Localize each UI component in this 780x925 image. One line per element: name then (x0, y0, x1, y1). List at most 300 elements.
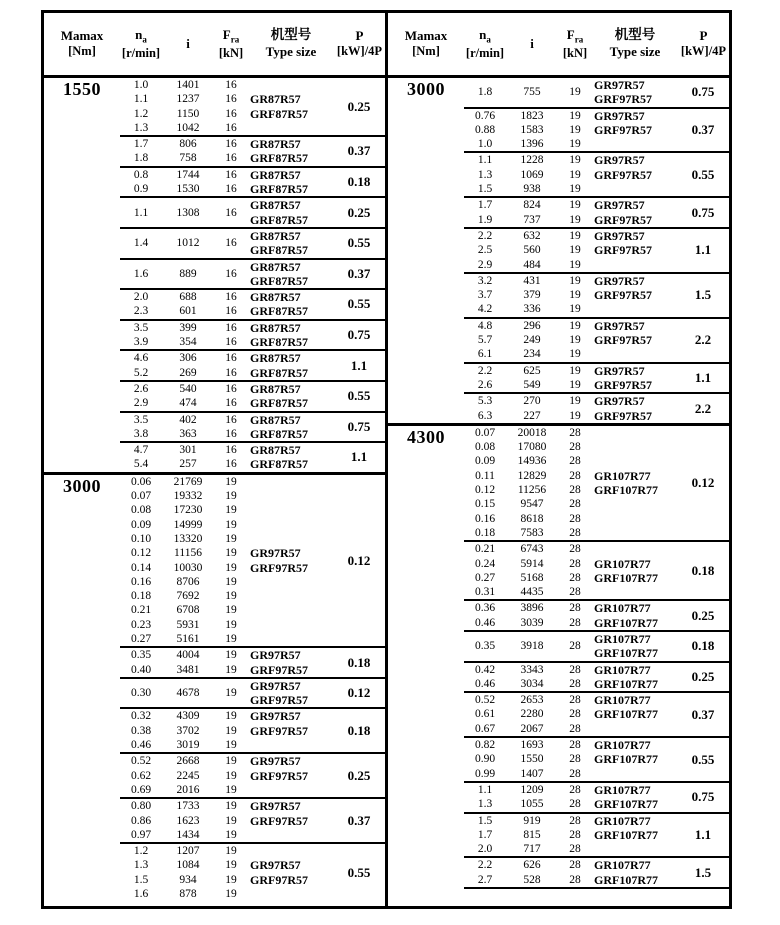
type-size-value: GRF107R77 (594, 707, 658, 722)
na-value: 0.99 (474, 767, 496, 780)
i-value: 257 (179, 458, 197, 471)
i-value: 737 (523, 213, 541, 226)
data-row (120, 724, 333, 738)
type-size-value: GRF97R57 (594, 167, 652, 182)
fra-value: 19 (569, 378, 581, 391)
na-value: 0.8 (133, 168, 149, 181)
i-value: 2653 (520, 694, 544, 707)
header-p (334, 28, 385, 60)
data-row (120, 546, 333, 560)
data-row (120, 229, 333, 258)
header-p (678, 28, 729, 60)
spec-group (120, 382, 385, 413)
i-value: 17230 (173, 504, 203, 517)
p-value: 0.75 (347, 327, 371, 343)
fra-value: 16 (225, 267, 237, 280)
header-type-size (248, 27, 334, 60)
type-size-value: GR97R57 (250, 648, 301, 663)
na-value: 2.6 (477, 378, 493, 391)
header-mamax-unit: [Nm] (412, 44, 440, 59)
type-size-value: GR107R77 (594, 738, 651, 753)
data-row (464, 168, 677, 182)
type-size-value: GR87R57 (250, 320, 301, 335)
fra-value: 28 (569, 498, 581, 511)
spec-group (120, 754, 385, 799)
na-value: 1.7 (477, 828, 493, 841)
data-row (464, 302, 677, 316)
na-value: 4.8 (477, 319, 493, 332)
type-size-value: GR107R77 (594, 601, 651, 616)
data-row (464, 288, 677, 302)
fra-value: 19 (225, 724, 237, 737)
spec-group (464, 274, 729, 319)
data-row (464, 828, 677, 842)
data-row (120, 518, 333, 532)
data-row (120, 783, 333, 797)
group-list (120, 78, 385, 472)
i-value: 1396 (520, 138, 544, 151)
i-value: 269 (179, 366, 197, 379)
row-list (120, 754, 333, 797)
fra-value: 19 (569, 348, 581, 361)
na-value: 0.12 (474, 484, 496, 497)
row-list (120, 137, 333, 166)
i-value: 8706 (176, 575, 200, 588)
fra-value: 16 (225, 107, 237, 120)
na-value: 0.76 (474, 109, 496, 122)
type-size-value: GRF107R77 (594, 676, 658, 691)
type-size-value: GRF107R77 (594, 570, 658, 585)
data-row (464, 873, 677, 887)
fra-value: 19 (225, 604, 237, 617)
torque-section (44, 78, 385, 475)
type-size-value: GR97R57 (594, 198, 645, 213)
data-row (464, 426, 677, 440)
type-size-value: GRF87R57 (250, 304, 308, 319)
left-sections (44, 78, 385, 901)
type-size-value: GR87R57 (250, 412, 301, 427)
data-row (120, 858, 333, 872)
p-value: 0.55 (691, 166, 715, 182)
fra-value: 16 (225, 93, 237, 106)
type-size-value: GRF97R57 (250, 872, 308, 887)
i-value: 17080 (517, 441, 547, 454)
fra-value: 28 (569, 843, 581, 856)
fra-value: 19 (225, 814, 237, 827)
na-value: 0.16 (474, 512, 496, 525)
data-row (120, 887, 333, 901)
p-value: 0.18 (691, 562, 715, 578)
fra-value: 28 (569, 543, 581, 556)
mamax-value: 3000 (407, 79, 445, 99)
i-value: 336 (523, 303, 541, 316)
data-row (464, 364, 677, 378)
data-row (120, 754, 333, 768)
na-value: 0.08 (130, 504, 152, 517)
data-row (464, 601, 677, 615)
spec-group (464, 663, 729, 694)
data-row (464, 274, 677, 288)
i-value: 1550 (520, 753, 544, 766)
fra-value: 28 (569, 828, 581, 841)
type-size-value: GRF97R57 (594, 333, 652, 348)
fra-value: 19 (569, 319, 581, 332)
spec-group (464, 858, 729, 889)
row-list (120, 351, 333, 380)
type-size-value: GRF97R57 (594, 377, 652, 392)
fra-value: 16 (225, 397, 237, 410)
i-value: 2245 (176, 769, 200, 782)
spec-group (464, 542, 729, 601)
na-value: 0.08 (474, 441, 496, 454)
p-value: 0.75 (691, 789, 715, 805)
i-value: 234 (523, 348, 541, 361)
i-value: 4435 (520, 586, 544, 599)
na-value: 1.1 (133, 93, 149, 106)
spec-group (120, 321, 385, 352)
type-size-value: GR107R77 (594, 858, 651, 873)
na-value: 1.4 (133, 237, 149, 250)
fra-value: 19 (569, 199, 581, 212)
i-value: 4309 (176, 710, 200, 723)
type-size-value: GR107R77 GRF107R77 (594, 631, 658, 661)
row-list (120, 198, 333, 227)
data-row (120, 92, 333, 106)
data-row (464, 378, 677, 392)
na-value: 3.8 (133, 427, 149, 440)
i-value: 688 (179, 291, 197, 304)
header-fra-label: $F_{ra}$ (566, 26, 584, 45)
p-value: 0.25 (691, 668, 715, 684)
spec-group (464, 198, 729, 229)
fra-value: 28 (569, 602, 581, 615)
data-row (464, 783, 677, 797)
data-row (120, 561, 333, 575)
na-value: 2.0 (477, 843, 493, 856)
i-value: 755 (523, 86, 541, 99)
spec-group (464, 601, 729, 632)
type-size-value: GR97R57 (594, 394, 645, 409)
data-row (464, 213, 677, 227)
data-row (464, 814, 677, 828)
p-value: 0.37 (347, 812, 371, 828)
i-value: 806 (179, 138, 197, 151)
p-value: 2.2 (694, 332, 712, 348)
na-value: 0.69 (130, 783, 152, 796)
type-size-value: GRF97R57 (594, 212, 652, 227)
na-value: 4.7 (133, 444, 149, 457)
na-value: 5.2 (133, 366, 149, 379)
data-row (120, 828, 333, 842)
i-value: 549 (523, 378, 541, 391)
fra-value: 19 (225, 504, 237, 517)
na-value: 0.31 (474, 586, 496, 599)
na-value: 4.2 (477, 303, 493, 316)
type-size-value: GRF97R57 (250, 560, 308, 575)
i-value: 399 (179, 321, 197, 334)
data-row (120, 844, 333, 858)
fra-value: 19 (569, 289, 581, 302)
data-row (464, 137, 677, 151)
i-value: 1434 (176, 828, 200, 841)
spec-group (464, 814, 729, 859)
fra-value: 16 (225, 183, 237, 196)
data-row (464, 333, 677, 347)
spec-group (120, 260, 385, 291)
data-row (120, 396, 333, 410)
na-value: 1.1 (133, 206, 149, 219)
header-i (506, 36, 558, 52)
na-value: 5.4 (133, 458, 149, 471)
header-type-size-en: Type size (265, 44, 317, 60)
type-size-value: GRF97R57 (594, 243, 652, 258)
type-size-value: GRF87R57 (250, 106, 308, 121)
right-sections (388, 78, 729, 889)
na-value: 0.18 (130, 590, 152, 603)
p-value: 0.25 (347, 204, 371, 220)
header-na-unit: [r/min] (465, 45, 505, 60)
fra-value: 19 (569, 364, 581, 377)
spec-group (464, 426, 729, 542)
na-value: 0.15 (474, 498, 496, 511)
i-value: 306 (179, 352, 197, 365)
header-type-size-cn: 机型号 (614, 27, 656, 43)
row-list (120, 321, 333, 350)
data-row (120, 618, 333, 632)
na-value: 3.5 (133, 321, 149, 334)
na-value: 2.9 (477, 258, 493, 271)
na-value: 1.3 (133, 859, 149, 872)
fra-value: 28 (569, 663, 581, 676)
na-value: 0.38 (130, 724, 152, 737)
i-value: 934 (179, 873, 197, 886)
i-value: 11256 (517, 484, 547, 497)
na-value: 0.16 (130, 575, 152, 588)
i-value: 626 (523, 859, 541, 872)
data-row (464, 585, 677, 599)
p-value: 0.37 (691, 122, 715, 138)
i-value: 540 (179, 382, 197, 395)
fra-value: 28 (569, 708, 581, 721)
spec-group (120, 137, 385, 168)
fra-value: 19 (225, 710, 237, 723)
i-value: 5914 (520, 557, 544, 570)
spec-group (120, 229, 385, 260)
i-value: 4004 (176, 649, 200, 662)
na-value: 5.3 (477, 395, 493, 408)
fra-value: 28 (569, 571, 581, 584)
fra-value: 19 (225, 755, 237, 768)
na-value: 0.52 (130, 755, 152, 768)
data-row (120, 575, 333, 589)
row-list (464, 198, 677, 227)
p-value: 0.37 (347, 143, 371, 159)
data-row (464, 512, 677, 526)
i-value: 379 (523, 289, 541, 302)
data-row (464, 258, 677, 272)
type-size-value: GRF87R57 (250, 182, 308, 197)
type-size-value: GR87R57 (250, 381, 301, 396)
data-row (464, 497, 677, 511)
header-type-size-cn: 机型号 (270, 27, 312, 43)
na-value: 3.9 (133, 336, 149, 349)
header-i (162, 36, 214, 52)
data-row (120, 679, 333, 708)
fra-value: 16 (225, 366, 237, 379)
fra-value: 16 (225, 291, 237, 304)
type-size-value: GR87R57 GRF87R57 (250, 198, 308, 227)
header-fra-unit: [kN] (218, 45, 244, 60)
fra-value: 19 (225, 769, 237, 782)
type-size-value: GR97R57 (594, 273, 645, 288)
fra-value: 19 (569, 258, 581, 271)
i-value: 3019 (176, 739, 200, 752)
na-value: 0.46 (130, 739, 152, 752)
type-size-value: GRF107R77 (594, 872, 658, 887)
spec-table-frame (41, 10, 732, 909)
i-value: 296 (523, 319, 541, 332)
data-row (120, 589, 333, 603)
i-value: 227 (523, 409, 541, 422)
data-row (464, 109, 677, 123)
spec-group (120, 799, 385, 844)
data-row (120, 648, 333, 662)
i-value: 1583 (520, 123, 544, 136)
header-p-unit: [kW]/4P (336, 44, 383, 59)
mamax-value: 3000 (63, 475, 101, 496)
p-value: 0.25 (347, 767, 371, 783)
na-value: 4.6 (133, 352, 149, 365)
type-size-value: GR107R77 (594, 693, 651, 708)
data-row (120, 427, 333, 441)
fra-value: 19 (225, 663, 237, 676)
i-value: 3918 (520, 640, 544, 653)
row-list (464, 542, 677, 599)
p-value: 0.55 (347, 235, 371, 251)
row-list (464, 632, 677, 661)
header-na-label: $n_a$ (135, 26, 147, 45)
fra-value: 16 (225, 352, 237, 365)
fra-value: 19 (225, 490, 237, 503)
type-size-value: GR97R57 GRF97R57 (594, 78, 652, 107)
fra-value: 19 (569, 183, 581, 196)
type-size-value: GR87R57 GRF87R57 (250, 228, 308, 258)
data-row (464, 440, 677, 454)
na-value: 0.88 (474, 123, 496, 136)
data-row (464, 797, 677, 811)
na-value: 0.06 (130, 475, 152, 488)
na-value: 0.09 (474, 455, 496, 468)
data-row (464, 632, 677, 661)
i-value: 919 (523, 814, 541, 827)
header-na-unit: [r/min] (121, 45, 161, 60)
spec-group (120, 648, 385, 679)
na-value: 0.42 (474, 663, 496, 676)
na-value: 0.07 (130, 490, 152, 503)
na-value: 1.3 (477, 798, 493, 811)
fra-value: 16 (225, 427, 237, 440)
i-value: 3896 (520, 602, 544, 615)
na-value: 0.62 (130, 769, 152, 782)
i-value: 1012 (176, 237, 200, 250)
data-row (120, 335, 333, 349)
p-value: 0.55 (691, 751, 715, 767)
na-value: 1.7 (133, 138, 149, 151)
na-value: 0.35 (130, 649, 152, 662)
header-type-size (592, 27, 678, 60)
type-size-value: GRF87R57 (250, 396, 308, 411)
fra-value: 19 (225, 475, 237, 488)
row-list (464, 601, 677, 630)
data-row (464, 229, 677, 243)
header-na-label: $n_a$ (479, 26, 491, 45)
fra-value: 19 (569, 213, 581, 226)
data-row (120, 78, 333, 92)
i-value: 12829 (517, 469, 547, 482)
p-value: 0.18 (347, 654, 371, 670)
fra-value: 28 (569, 873, 581, 886)
na-value: 0.07 (474, 426, 496, 439)
i-value: 758 (179, 152, 197, 165)
fra-value: 19 (569, 229, 581, 242)
i-value: 625 (523, 364, 541, 377)
row-list (120, 844, 333, 901)
data-row (464, 409, 677, 423)
type-size-value: GR107R77 (594, 813, 651, 828)
i-value: 1150 (176, 107, 200, 120)
na-value: 0.14 (130, 561, 152, 574)
i-value: 301 (179, 444, 197, 457)
i-value: 1055 (520, 798, 544, 811)
p-value: 0.18 (347, 174, 371, 190)
i-value: 4678 (176, 687, 200, 700)
i-value: 1228 (520, 154, 544, 167)
row-list (464, 319, 677, 362)
data-row (120, 503, 333, 517)
data-row (464, 663, 677, 677)
fra-value: 19 (569, 409, 581, 422)
na-value: 0.46 (474, 677, 496, 690)
row-list (120, 229, 333, 258)
data-row (120, 457, 333, 471)
na-value: 2.7 (477, 873, 493, 886)
row-list (464, 394, 677, 423)
i-value: 11156 (174, 547, 202, 560)
spec-table-left (44, 13, 385, 906)
spec-group (120, 475, 385, 649)
data-row (120, 873, 333, 887)
data-row (120, 603, 333, 617)
na-value: 0.40 (130, 663, 152, 676)
na-value: 2.6 (133, 382, 149, 395)
header-mamax-unit: [Nm] (68, 44, 96, 59)
na-value: 0.86 (130, 814, 152, 827)
data-row (120, 709, 333, 723)
na-value: 1.2 (133, 107, 149, 120)
header-p-label: P (699, 28, 708, 44)
spec-group (464, 319, 729, 364)
row-list (464, 153, 677, 196)
spec-group (464, 229, 729, 274)
data-row (120, 198, 333, 227)
type-size-value: GR97R57 (250, 709, 301, 724)
na-value: 0.27 (474, 571, 496, 584)
data-row (464, 347, 677, 361)
i-value: 474 (179, 397, 197, 410)
i-value: 3481 (176, 663, 200, 676)
data-row (464, 677, 677, 691)
fra-value: 16 (225, 121, 237, 134)
